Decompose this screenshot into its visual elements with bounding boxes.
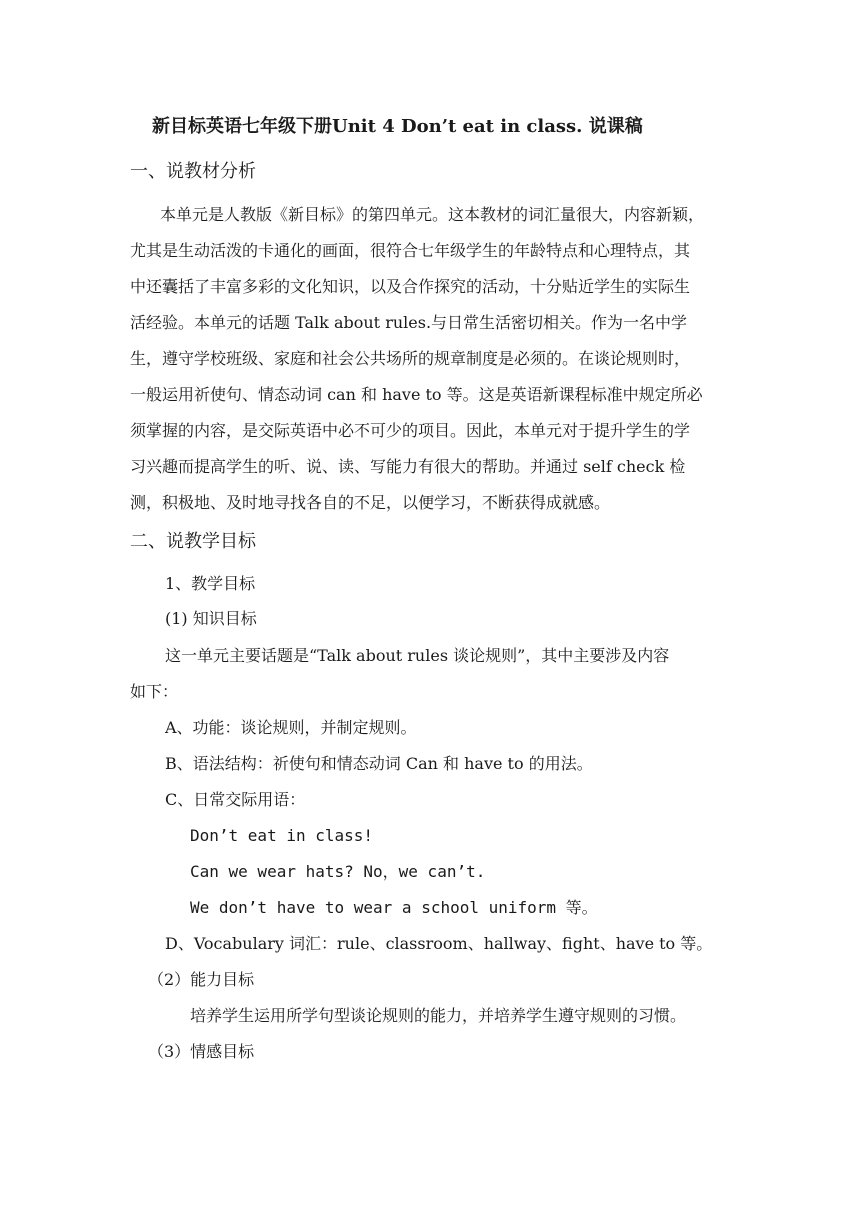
paragraph-line: 须掌握的内容，是交际英语中必不可少的项目。因此，本单元对于提升学生的学	[130, 421, 691, 440]
list-item: B、语法结构：祈使句和情态动词 Can 和 have to 的用法。	[165, 754, 593, 773]
paragraph-line: 活经验。本单元的话题 Talk about rules.与日常生活密切相关。作为一名中学	[130, 313, 688, 332]
paragraph-line: 尤其是生动活泼的卡通化的画面，很符合七年级学生的年龄特点和心理特点，其	[130, 241, 691, 260]
subheading-ability-goals: （2）能力目标	[148, 970, 255, 989]
paragraph-line: 如下：	[130, 682, 179, 701]
paragraph-line: 本单元是人教版《新目标》的第四单元。这本教材的词汇量很大，内容新颖，	[160, 205, 705, 224]
section-heading-2: 二、说教学目标	[130, 531, 256, 552]
list-item: A、功能：谈论规则，并制定规则。	[165, 718, 417, 737]
subheading-knowledge-goals: (1) 知识目标	[165, 609, 257, 628]
list-item: C、日常交际用语：	[165, 790, 306, 809]
paragraph-line: 中还囊括了丰富多彩的文化知识，以及合作探究的活动，十分贴近学生的实际生	[130, 277, 691, 296]
example-sentence: Don’t eat in class!	[190, 826, 374, 845]
paragraph-line: 培养学生运用所学句型谈论规则的能力，并培养学生遵守规则的习惯。	[190, 1006, 687, 1025]
document-title: 新目标英语七年级下册Unit 4 Don’t eat in class. 说课稿	[152, 116, 643, 137]
subheading-teaching-goals: 1、教学目标	[165, 574, 256, 593]
paragraph-line: 这一单元主要话题是“Talk about rules 谈论规则”，其中主要涉及内容	[165, 646, 670, 665]
paragraph-line: 生，遵守学校班级、家庭和社会公共场所的规章制度是必须的。在谈论规则时，	[130, 349, 691, 368]
example-sentence: We don’t have to wear a school uniform 等。	[190, 898, 598, 917]
section-heading-1: 一、说教材分析	[130, 161, 256, 182]
paragraph-line: 测，积极地、及时地寻找各自的不足，以便学习，不断获得成就感。	[130, 493, 611, 512]
subheading-emotional-goals: （3）情感目标	[148, 1042, 255, 1061]
example-sentence: Can we wear hats? No，we can’t.	[190, 862, 486, 881]
paragraph-line: 习兴趣而提高学生的听、说、读、写能力有很大的帮助。并通过 self check 检	[130, 457, 686, 476]
list-item: D、Vocabulary 词汇：rule、classroom、hallway、fight、have to 等。	[165, 934, 713, 953]
paragraph-line: 一般运用祈使句、情态动词 can 和 have to 等。这是英语新课程标准中规定所必	[130, 385, 703, 404]
